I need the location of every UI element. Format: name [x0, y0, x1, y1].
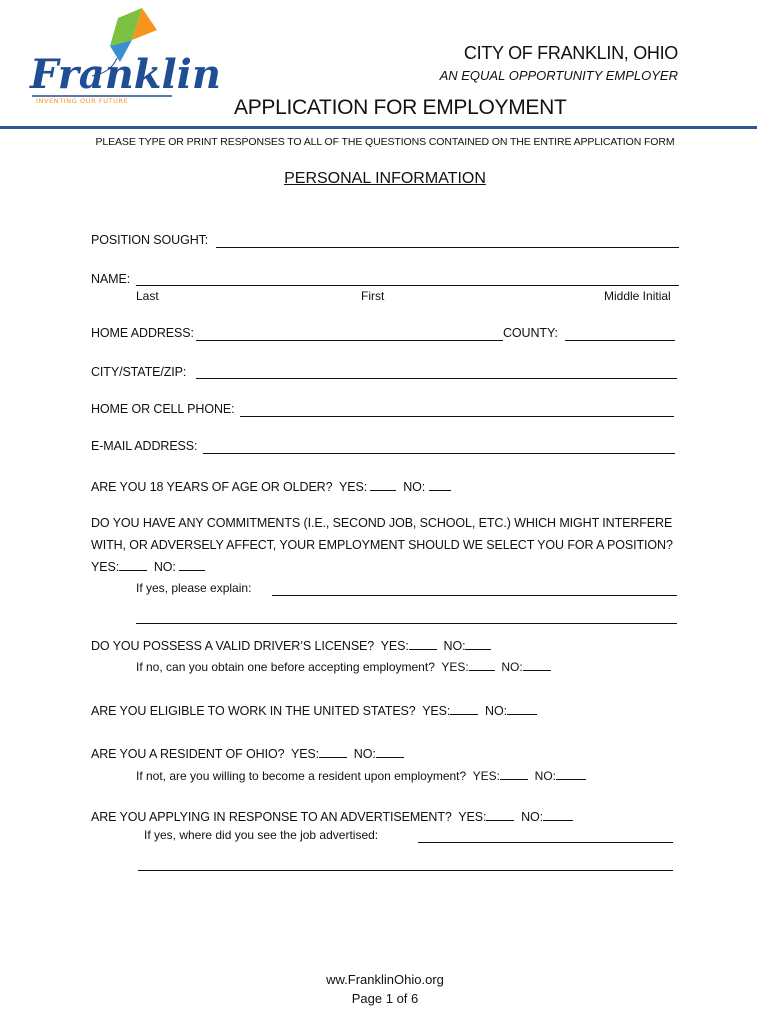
eligibility-question	[91, 703, 537, 718]
license-question	[91, 638, 491, 653]
license-sub-no-field[interactable]	[523, 659, 551, 671]
commitments-question-line2: WITH, OR ADVERSELY AFFECT, YOUR EMPLOYMENT SHOULD WE SELECT YOU FOR A POSITION?	[91, 538, 673, 552]
franklin-logo	[22, 8, 222, 106]
name-last-caption: Last	[136, 289, 159, 303]
commitments-no-field[interactable]	[179, 559, 205, 571]
eligibility-no-field[interactable]	[507, 703, 537, 715]
license-no-field[interactable]	[465, 638, 491, 650]
age-question	[91, 479, 451, 494]
advertisement-question-text: ARE YOU APPLYING IN RESPONSE TO AN ADVERTISEMENT?	[91, 810, 452, 824]
license-question-text: DO YOU POSSESS A VALID DRIVER’S LICENSE?	[91, 639, 375, 653]
residency-sub-yes-field[interactable]	[500, 768, 528, 780]
advertisement-where-label: If yes, where did you see the job advertised:	[144, 828, 379, 842]
page-title: APPLICATION FOR EMPLOYMENT	[234, 96, 567, 119]
county-field[interactable]	[565, 340, 675, 341]
age-yes-field[interactable]	[370, 479, 396, 491]
county-label: COUNTY:	[503, 326, 558, 340]
logo-tagline: INVENTING OUR FUTURE	[36, 97, 129, 105]
city-name: CITY OF FRANKLIN, OHIO	[463, 43, 678, 63]
age-no-label: NO:	[403, 480, 426, 494]
home-address-field[interactable]	[196, 340, 503, 341]
name-first-caption: First	[361, 289, 385, 303]
residency-sub-no-label: NO:	[534, 769, 557, 783]
eligibility-yes-field[interactable]	[450, 703, 478, 715]
license-sub-yes-field[interactable]	[469, 659, 495, 671]
advertisement-yes-field[interactable]	[486, 809, 514, 821]
city-state-zip-field[interactable]	[196, 378, 677, 379]
license-sub-question	[136, 659, 551, 674]
license-sub-no-label: NO:	[501, 660, 523, 674]
residency-sub-no-field[interactable]	[556, 768, 586, 780]
age-question-text: ARE YOU 18 YEARS OF AGE OR OLDER?	[91, 480, 333, 494]
residency-no-field[interactable]	[376, 746, 404, 758]
advertisement-question	[91, 809, 573, 824]
home-address-label: HOME ADDRESS:	[91, 326, 194, 340]
residency-sub-text: If not, are you willing to become a resident upon employment?	[136, 769, 467, 783]
residency-no-label: NO:	[353, 747, 376, 761]
advertisement-no-label: NO:	[521, 810, 544, 824]
logo-wordmark: Franklin	[30, 51, 221, 98]
name-field[interactable]	[136, 285, 679, 286]
section-title-text: PERSONAL INFORMATION	[284, 170, 486, 187]
position-field[interactable]	[216, 247, 679, 248]
license-sub-yes-label: YES:	[441, 660, 469, 674]
eligibility-yes-label: YES:	[422, 704, 451, 718]
name-middle-caption: Middle Initial	[604, 289, 671, 303]
footer-website: ww.FranklinOhio.org	[326, 972, 444, 987]
license-sub-text: If no, can you obtain one before accepting employment?	[136, 660, 435, 674]
section-title	[0, 170, 770, 188]
commitments-explain-field[interactable]	[272, 595, 677, 596]
kite-logo-icon	[22, 8, 222, 106]
license-no-label: NO:	[443, 639, 466, 653]
commitments-answers	[91, 559, 205, 574]
license-yes-field[interactable]	[409, 638, 437, 650]
residency-question	[91, 746, 404, 761]
commitments-explain-label: If yes, please explain:	[136, 581, 252, 595]
email-field[interactable]	[203, 453, 675, 454]
residency-sub-yes-label: YES:	[472, 769, 500, 783]
eligibility-no-label: NO:	[485, 704, 507, 718]
employer-statement: AN EQUAL OPPORTUNITY EMPLOYER	[439, 68, 678, 83]
commitments-explain-field-2[interactable]	[136, 623, 677, 624]
commitments-question-line1: DO YOU HAVE ANY COMMITMENTS (I.E., SECOND JOB, SCHOOL, ETC.) WHICH MIGHT INTERFERE	[91, 516, 673, 530]
license-yes-label: YES:	[380, 639, 409, 653]
commitments-yes-label: YES:	[91, 560, 120, 574]
advertisement-no-field[interactable]	[543, 809, 573, 821]
advertisement-where-field[interactable]	[418, 842, 673, 843]
position-label: POSITION SOUGHT:	[91, 233, 209, 247]
commitments-no-label: NO:	[153, 560, 176, 574]
age-no-field[interactable]	[429, 479, 451, 491]
phone-label: HOME OR CELL PHONE:	[91, 402, 235, 416]
residency-yes-field[interactable]	[319, 746, 347, 758]
phone-field[interactable]	[240, 416, 674, 417]
residency-question-text: ARE YOU A RESIDENT OF OHIO?	[91, 747, 285, 761]
instructions: PLEASE TYPE OR PRINT RESPONSES TO ALL OF THE QUESTIONS CONTAINED ON THE ENTIRE APPLICATION FORM	[95, 136, 675, 148]
advertisement-yes-label: YES:	[458, 810, 487, 824]
residency-yes-label: YES:	[290, 747, 320, 761]
city-state-zip-label: CITY/STATE/ZIP:	[91, 365, 187, 379]
footer-page-number: Page 1 of 6	[351, 991, 419, 1006]
header-divider	[0, 126, 757, 129]
name-label: NAME:	[91, 272, 131, 286]
age-yes-label: YES:	[339, 480, 368, 494]
email-label: E-MAIL ADDRESS:	[91, 439, 198, 453]
commitments-yes-field[interactable]	[119, 559, 147, 571]
eligibility-question-text: ARE YOU ELIGIBLE TO WORK IN THE UNITED STATES?	[91, 704, 416, 718]
advertisement-where-field-2[interactable]	[138, 870, 673, 871]
residency-sub-question	[136, 768, 586, 783]
